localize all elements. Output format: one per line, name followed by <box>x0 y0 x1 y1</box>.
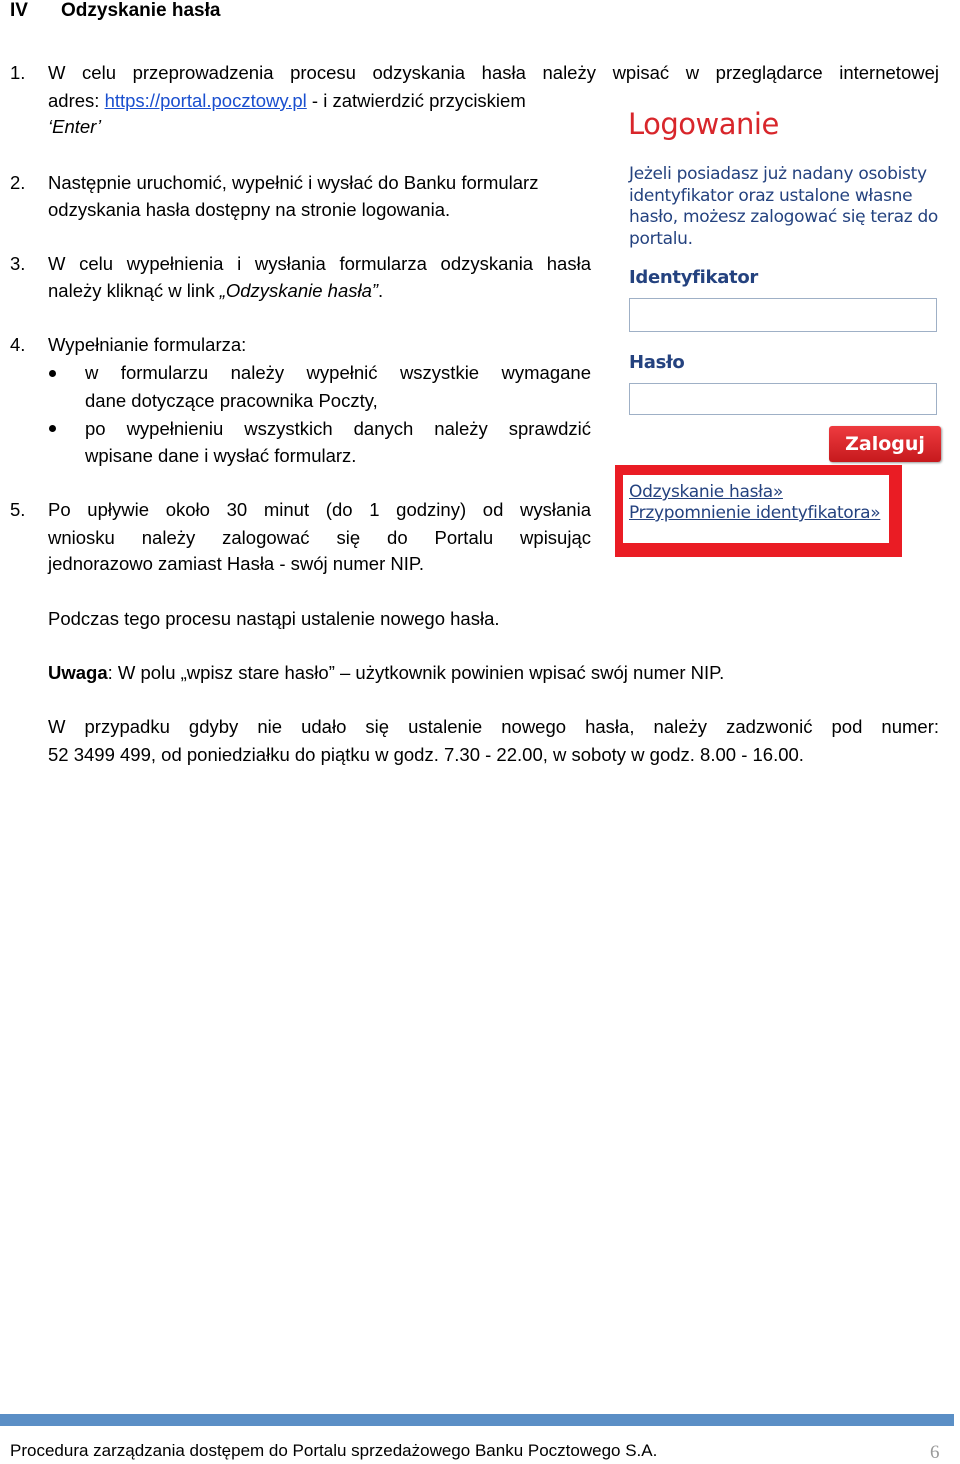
step-5-number: 5. <box>10 499 26 520</box>
step-2-line-2: odzyskania hasła dostępny na stronie logowania. <box>48 199 451 220</box>
warning-text: : W polu „wpisz stare hasło” – użytkownik powinien wpisać swój numer NIP. <box>107 662 725 683</box>
login-button[interactable]: Zaloguj <box>829 426 941 462</box>
step-4-bullet-2-line-1: po wypełnieniu wszystkich danych należy sprawdzić <box>85 418 591 439</box>
step-2-number: 2. <box>10 172 26 193</box>
step-3-link-name: „Odzyskanie hasła” <box>219 280 379 301</box>
process-note: Podczas tego procesu nastąpi ustalenie nowego hasła. <box>48 608 500 629</box>
step-1-address-suffix: - i zatwierdzić przyciskiem <box>306 90 526 111</box>
step-4-bullet-2-line-2: wpisane dane i wysłać formularz. <box>85 445 357 466</box>
step-1-enter-key: ‘Enter’ <box>48 116 102 137</box>
step-3-line-1: W celu wypełnienia i wysłania formularza odzyskania hasła <box>48 253 591 274</box>
bullet-icon <box>49 370 56 377</box>
helpline-line-1: W przypadku gdyby nie udało się ustalenie nowego hasła, należy zadzwonić pod numer: <box>48 716 939 737</box>
section-title: Odzyskanie hasła <box>61 0 221 21</box>
step-3-suffix: . <box>378 280 384 301</box>
step-3-prefix: należy kliknąć w link <box>48 280 220 301</box>
step-4-title: Wypełnianie formularza: <box>48 334 247 355</box>
login-info-line: portalu. <box>629 228 693 249</box>
login-info <box>629 164 938 250</box>
page-number: 6 <box>930 1442 940 1463</box>
step-2-line-1: Następnie uruchomić, wypełnić i wysłać do Banku formularz <box>48 172 539 193</box>
step-5-line-2: wniosku należy zalogować się do Portalu wpisując <box>48 527 591 548</box>
warning-label: Uwaga <box>48 662 108 683</box>
bullet-icon <box>49 425 56 432</box>
login-info-line: identyfikator oraz ustalone własne <box>629 185 913 206</box>
password-label: Hasło <box>629 352 685 373</box>
identifier-input[interactable] <box>629 298 937 332</box>
footer-text: Procedura zarządzania dostępem do Portalu sprzedażowego Banku Pocztowego S.A. <box>10 1441 658 1460</box>
warning-note <box>48 662 724 684</box>
identifier-label: Identyfikator <box>629 267 759 288</box>
login-info-line: Jeżeli posiadasz już nadany osobisty <box>629 164 927 184</box>
helpline-line-2: 52 3499 499, od poniedziałku do piątku w godz. 7.30 - 22.00, w soboty w godz. 8.00 - 16.00. <box>48 744 804 765</box>
step-4-bullet-1-line-2: dane dotyczące pracownika Poczty, <box>85 390 378 411</box>
recover-password-link[interactable]: Odzyskanie hasła» <box>629 482 783 502</box>
login-title: Logowanie <box>628 107 779 141</box>
step-1-line-1: W celu przeprowadzenia procesu odzyskania hasła należy wpisać w przeglądarce internetowej <box>48 62 939 83</box>
step-3-line-2 <box>48 280 383 302</box>
login-info-line: hasło, możesz zalogować się teraz do <box>629 207 939 227</box>
step-5-line-3: jednorazowo zamiast Hasła - swój numer NIP. <box>48 553 424 574</box>
step-1-address-prefix: adres: <box>48 90 105 111</box>
password-input[interactable] <box>629 383 937 415</box>
portal-url-link[interactable]: https://portal.pocztowy.pl <box>104 90 307 111</box>
step-1-number: 1. <box>10 62 26 83</box>
step-4-number: 4. <box>10 334 26 355</box>
step-5-line-1: Po upływie około 30 minut (do 1 godziny) od wysłania <box>48 499 591 520</box>
section-number: IV <box>10 0 28 21</box>
step-4-bullet-1-line-1: w formularzu należy wypełnić wszystkie wymagane <box>85 362 591 383</box>
footer-bar <box>0 1414 954 1426</box>
step-3-number: 3. <box>10 253 26 274</box>
recall-identifier-link[interactable]: Przypomnienie identyfikatora» <box>629 503 881 523</box>
step-1-line-2 <box>48 90 526 112</box>
